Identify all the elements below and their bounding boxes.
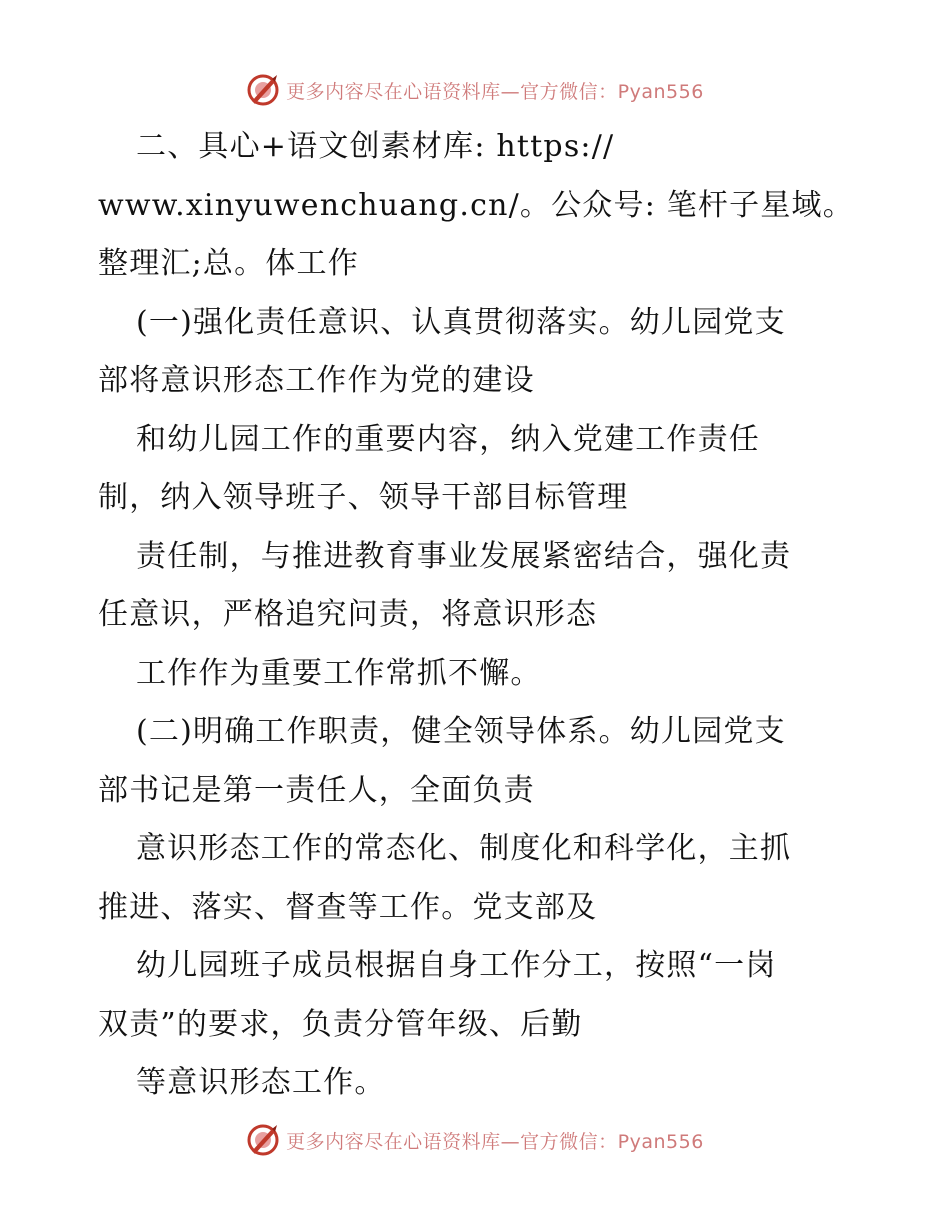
body-line: 任意识，严格追究问责，将意识形态 [98,597,598,632]
body-line: 部书记是第一责任人，全面负责 [98,772,535,808]
body-line: 幼儿园班子成员根据自身工作分工，按照“一岗 [136,948,777,983]
body-line: 工作作为重要工作常抓不懈。 [136,655,542,691]
header-banner-text: 更多内容尽在心语资料库—官方微信：Pyan556 [286,80,704,103]
quill-seal-icon [246,1123,280,1157]
header-banner-content [246,73,704,107]
body-line: 等意识形态工作。 [136,1065,386,1100]
body-line: www.xinyuwenchuang.cn/。公众号: 笔杆子星域。 [98,187,854,223]
body-line: (二)明确工作职责，健全领导体系。幼儿园党支 [136,714,786,749]
footer-banner-content [246,1123,704,1157]
body-line: 制，纳入领导班子、领导干部目标管理 [98,480,629,515]
footer-banner-text: 更多内容尽在心语资料库—官方微信：Pyan556 [286,1130,704,1153]
body-line: 整理汇;总。体工作 [98,246,359,281]
body-line: 意识形态工作的常态化、制度化和科学化，主抓 [136,831,792,866]
footer-banner [0,1120,950,1160]
body-line: 二、具心+语文创素材库: https:// [136,129,615,164]
body-line: 推进、落实、督查等工作。党支部及 [98,889,598,925]
body-line: 部将意识形态工作作为党的建设 [98,363,535,398]
body-line: 责任制，与推进教育事业发展紧密结合，强化责 [136,538,792,574]
body-line: 和幼儿园工作的重要内容，纳入党建工作责任 [136,421,760,457]
header-banner [0,70,950,110]
body-line: 双责”的要求，负责分管年级、后勤 [98,1006,583,1042]
quill-seal-icon [246,73,280,107]
body-line: (一)强化责任意识、认真贯彻落实。幼儿园党支 [136,304,786,340]
document-body [98,118,858,1113]
